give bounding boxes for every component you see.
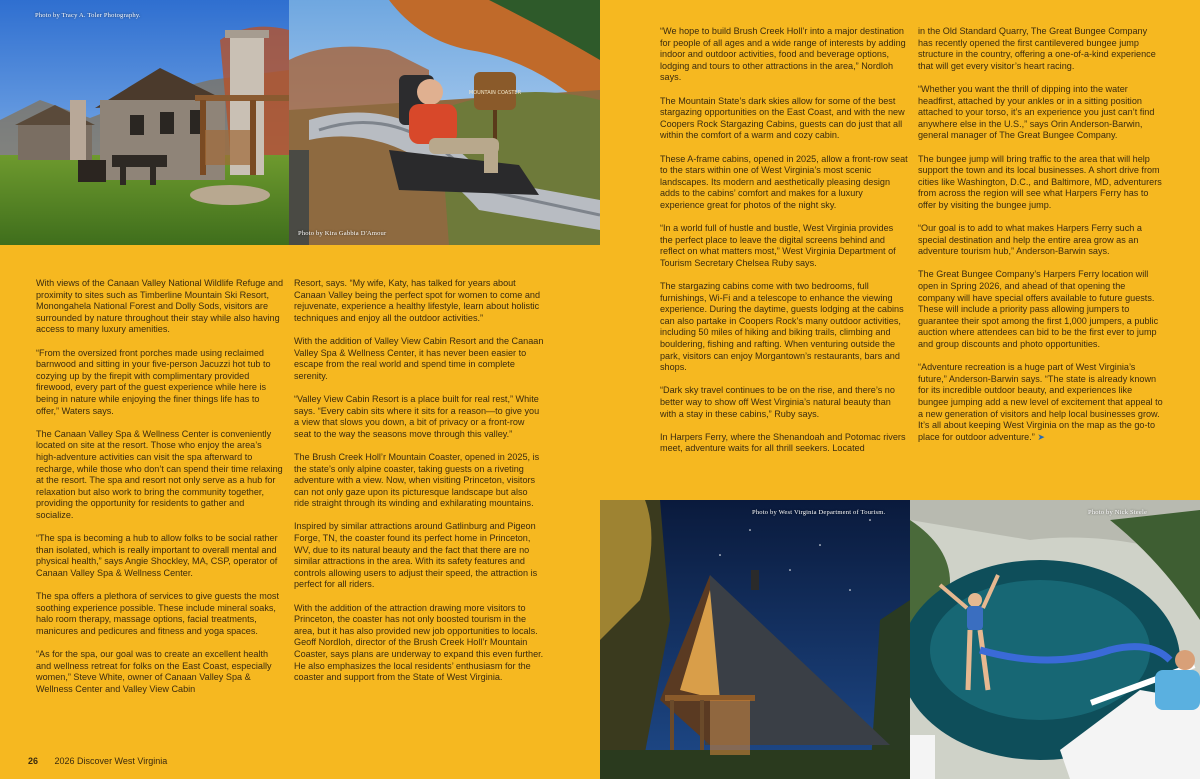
- paragraph: “From the oversized front porches made using reclaimed barnwood and sitting in your five-person Jacuzzi hot tub to cozying up by the firepit with complimentary provided firewood, every part of the guest experience while here is being in nature while enjoying the finer things life has to offer,” Waters says.: [36, 347, 271, 416]
- photo-credit: Photo by Kira Gabbia D'Amour: [298, 230, 387, 237]
- paragraph: “The spa is becoming a hub to allow folks to be social rather than isolated, which is really important to overall mental and physical health,” says Angie Shockley, MA, CSP, operator of Canaan Valley Spa & Wellness Center.: [36, 533, 278, 578]
- paragraph: The Mountain State’s dark skies allow for some of the best stargazing opportunities on the East Coast, and with the new Coopers Rock Stargazing Cabins, guests can do just that all within the comfort of a warm and cozy cabin.: [660, 95, 905, 141]
- paragraph: “Our goal is to add to what makes Harpers Ferry such a special destination and help the entire area grow as an adventure tourism hub,” Anderson-Barwin says.: [918, 223, 1142, 257]
- article-column-1: [36, 278, 284, 707]
- paragraph: “Valley View Cabin Resort is a place built for real rest,” White says. “Every cabin sits where it sits for a reason—to give you a view that slows you down, a bit of privacy or a front-row seat to the way the seasons move through this valley.”: [294, 393, 540, 439]
- paragraph: The spa offers a plethora of services to give guests the most soothing experience possible. These include mineral soaks, halo room therapy, massage options, facial treatments, manicures and pedicures and fitness and yoga spaces.: [36, 591, 279, 636]
- paragraph: These A-frame cabins, opened in 2025, allow a front-row seat to the stars within one of West Virginia’s most scenic landscapes. Its modern and aesthetically pleasing design adds to the cabins’ comfort and makes for a luxury experience great for photos of the night sky.: [660, 153, 908, 210]
- paragraph: “We hope to build Brush Creek Holl’r into a major destination for people of all ages and a wide range of interests by adding indoor and outdoor activities, food and beverage options, lodging and tours to other attractions in the area,” Nordloh says.: [660, 26, 906, 83]
- paragraph: The stargazing cabins come with two bedrooms, full furnishings, Wi-Fi and a telescope to enhance the viewing experience. During the daytime, guests lodging at the cabins can also partake in Coopers Rock’s many outdoor activities, including 50 miles of hiking and biking trails, climbing and bouldering, fishing and rafting. When venturing outside the park, visitors can enjoy Morgantown’s restaurants, bars and shops.: [660, 281, 904, 373]
- article-column-4: [918, 26, 1164, 455]
- paragraph: “Whether you want the thrill of dipping into the water headfirst, attached by your ankles or in a sitting position attached to your torso, it’s an experience you just can’t find anywhere else in the U.S.,” says Orin Anderson-Barwin, general manager of The Great Bungee Company.: [918, 83, 1155, 141]
- photo-cabin-resort: [0, 0, 289, 245]
- page-footer: [28, 756, 167, 766]
- paragraph: “Dark sky travel continues to be on the rise, and there’s no better way to show off West Virginia’s natural beauty than with a stay in these cabins,” Ruby says.: [660, 385, 895, 419]
- paragraph: The bungee jump will bring traffic to the area that will help support the town and its local businesses. A short drive from cities like Washington, D.C., and Baltimore, MD, adventurers from across the region will see what Harpers Ferry has to offer by visiting the bungee jump.: [918, 153, 1162, 210]
- paragraph: The Brush Creek Holl’r Mountain Coaster, opened in 2025, is the state’s only alpine coaster, taking guests on a riveting adventure with a view. Now, when visiting Princeton, visitors can not only gaze upon its picturesque landscape but also ride straight through its winding and exhilarating mountains.: [294, 451, 540, 509]
- paragraph: in the Old Standard Quarry, The Great Bungee Company has recently opened the first cantilevered bungee jump structure in the country, offering a one-of-a-kind experience that will get every visitor’s heart racing.: [918, 26, 1156, 71]
- photo-credit: Photo by West Virginia Department of Tourism.: [752, 509, 886, 516]
- photo-mountain-coaster: [289, 0, 600, 245]
- publication-name: 2026 Discover West Virginia: [54, 756, 168, 766]
- paragraph: Inspired by similar attractions around Gatlinburg and Pigeon Forge, TN, the coaster found its perfect home in Princeton, WV, due to its natural beauty and the fact that there are no similar attractions in the area. With its safety features and controls allowing users to adjust their speed, the attraction is perfect for all riders.: [294, 521, 538, 590]
- paragraph-text: “Adventure recreation is a huge part of West Virginia’s future,” Anderson-Barwin says. “The state is already known for its incredible outdoor beauty, and experiences like bungee jumping add a new level of excitement that appeal to a new generation of visitors and help local businesses grow. It’s all about keeping West Virginia on the map as the go-to place for outdoor adventure.”: [918, 362, 1163, 442]
- photo-credit: Photo by Tracy A. Toler Photography.: [35, 12, 141, 19]
- paragraph: [918, 362, 1164, 443]
- paragraph: With the addition of the attraction drawing more visitors to Princeton, the coaster has not only boosted tourism in the area, but it has also provided new job opportunities to locals. Geoff Nordloh, director of the Brush Creek Holl’r Mountain Coaster, says plans are underway to expand this even further. He also emphasizes the local residents’ enthusiasm for the coaster and support from the State of West Virginia.: [294, 602, 544, 683]
- paragraph: The Canaan Valley Spa & Wellness Center is conveniently located on site at the resort. Those who enjoy the area’s high-adventure activities can visit the spa afterward to recharge, while those who don’t can spend their time relaxing at the resort. The spa and resort not only serve as a hub for relaxation but also work to bring the community together, providing the opportunity for residents to gather and socialize.: [36, 428, 283, 520]
- article-column-3: [660, 26, 908, 467]
- paragraph: With views of the Canaan Valley National Wildlife Refuge and proximity to sites such as Timberline Mountain Ski Resort, Monongahela National Forest and Dolly Sods, visitors are surrounded by nature throughout their stay while also having access to many luxury amenities.: [36, 278, 284, 335]
- paragraph: “In a world full of hustle and bustle, West Virginia provides the perfect place to leave the digital screens behind and reflect on what matters most,” West Virginia Department of Tourism Secretary Chelsea Ruby says.: [660, 223, 896, 268]
- coaster-sign-text: MOUNTAIN COASTER: [468, 90, 522, 96]
- paragraph: In Harpers Ferry, where the Shenandoah and Potomac rivers meet, adventure waits for all thrill seekers. Located: [660, 431, 906, 454]
- paragraph: With the addition of Valley View Cabin Resort and the Canaan Valley Spa & Wellness Center, it has never been easier to escape from the real world and spend time in complete serenity.: [294, 335, 544, 381]
- photo-aframe-cabin: [600, 500, 910, 779]
- article-column-2: [294, 278, 544, 695]
- paragraph: The Great Bungee Company’s Harpers Ferry location will open in Spring 2026, and ahead of that opening the company will have special offers available to future guests. These will include a priority pass allowing jumpers to guarantee their spot among the first 1,000 jumpers, a public auction where attendees can bid to be the first ever to jump and group discounts and photo opportunities.: [918, 269, 1159, 350]
- photo-bungee-jump: [910, 500, 1200, 779]
- photo-credit: Photo by Nick Steele: [1088, 509, 1148, 516]
- paragraph: Resort, says. “My wife, Katy, has talked for years about Canaan Valley being the perfect spot for women to come and rejuvenate, experience a healthy lifestyle, learn about holistic techniques and enjoy all the outdoor activities.”: [294, 278, 541, 323]
- page-number: 26: [28, 756, 39, 766]
- end-mark-icon: ➤: [1037, 431, 1045, 442]
- paragraph: “As for the spa, our goal was to create an excellent health and wellness retreat for folks on the East Coast, especially women,” Steve White, owner of Canaan Valley Spa & Wellness Center and Valley View Cabin: [36, 649, 272, 694]
